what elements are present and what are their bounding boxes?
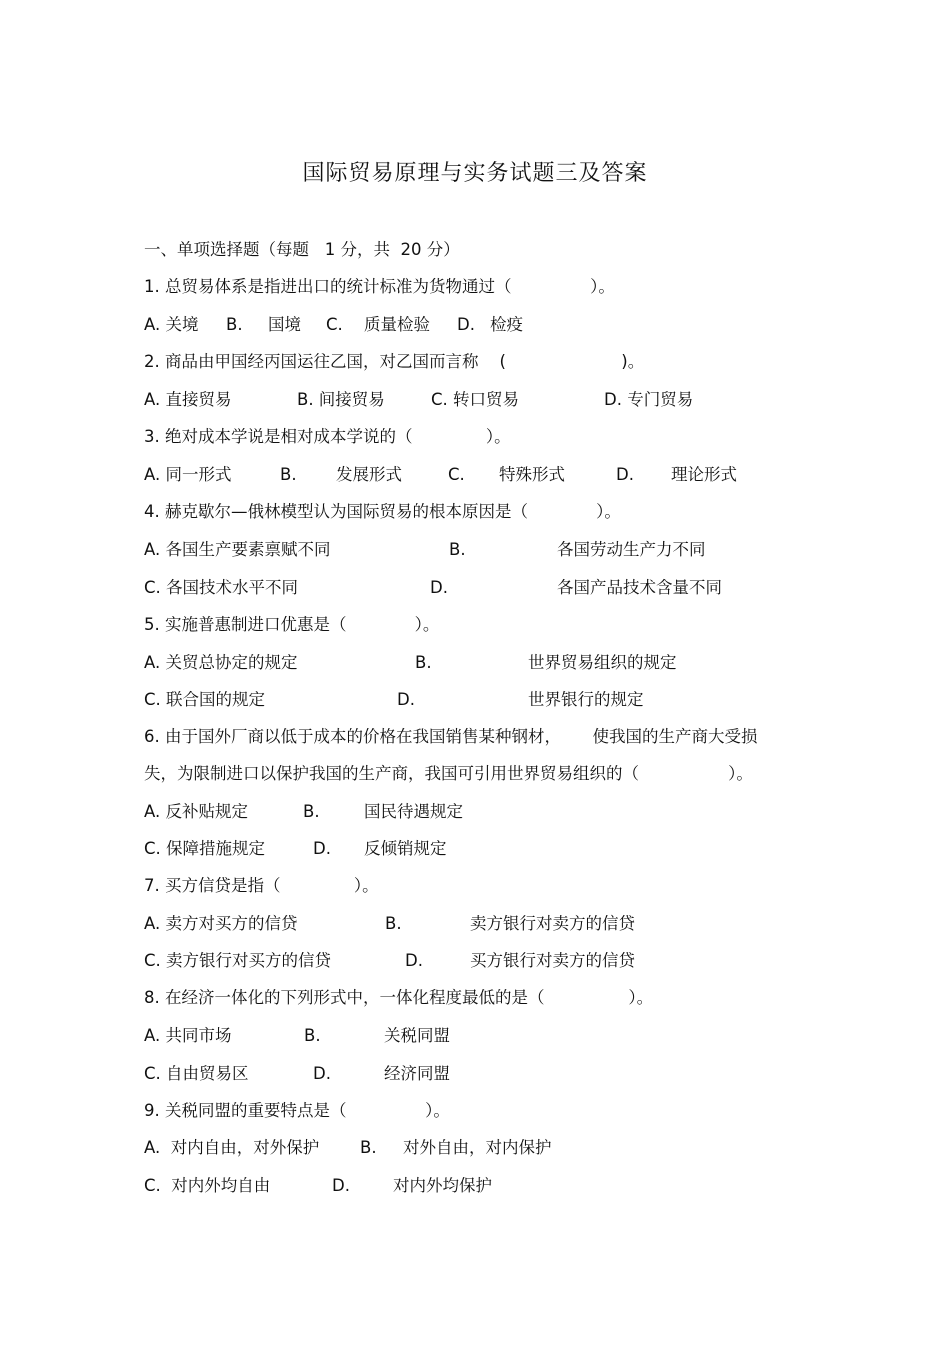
question-6-continued: 失，为限制进口以保护我国的生产商，我国可引用世界贸易组织的（ ）。 xyxy=(144,764,753,783)
q2-option-c: C. 转口贸易 xyxy=(431,390,520,409)
q1-option-d-letter: D. xyxy=(457,315,475,334)
q1-option-a: A. 关境 xyxy=(144,315,199,334)
q9-option-a: A. 对内自由，对外保护 xyxy=(144,1138,320,1157)
section-heading: 一、单项选择题（每题 1 分，共 20 分） xyxy=(144,240,460,259)
q1-option-d: 检疫 xyxy=(490,315,523,334)
q4-option-a: A. 各国生产要素禀赋不同 xyxy=(144,540,331,559)
question-2: 2. 商品由甲国经丙国运往乙国，对乙国而言称 ( )。 xyxy=(144,352,645,371)
question-7: 7. 买方信贷是指（ ）。 xyxy=(144,876,379,895)
q7-option-d-letter: D. xyxy=(405,951,423,970)
q9-option-b: 对外自由，对内保护 xyxy=(403,1138,552,1157)
q4-option-c: C. 各国技术水平不同 xyxy=(144,578,299,597)
question-4: 4. 赫克歇尔—俄林模型认为国际贸易的根本原因是（ ）。 xyxy=(144,502,621,521)
question-8: 8. 在经济一体化的下列形式中，一体化程度最低的是（ ）。 xyxy=(144,988,654,1007)
q5-option-b: 世界贸易组织的规定 xyxy=(528,653,677,672)
q6-option-c: C. 保障措施规定 xyxy=(144,839,266,858)
q2-option-a: A. 直接贸易 xyxy=(144,390,232,409)
q7-option-d: 买方银行对卖方的信贷 xyxy=(470,951,635,970)
q5-option-b-letter: B. xyxy=(415,653,432,672)
page-title: 国际贸易原理与实务试题三及答案 xyxy=(302,161,648,186)
q7-option-b: 卖方银行对卖方的信贷 xyxy=(470,914,635,933)
q7-option-a: A. 卖方对买方的信贷 xyxy=(144,914,298,933)
q8-option-b: 关税同盟 xyxy=(384,1026,450,1045)
q8-option-d: 经济同盟 xyxy=(384,1064,450,1083)
question-9: 9. 关税同盟的重要特点是（ ）。 xyxy=(144,1101,450,1120)
q5-option-d: 世界银行的规定 xyxy=(528,690,644,709)
q6-option-b-letter: B. xyxy=(303,802,320,821)
q3-option-c: 特殊形式 xyxy=(499,465,565,484)
q8-option-b-letter: B. xyxy=(304,1026,321,1045)
q2-option-d: D. 专门贸易 xyxy=(604,390,694,409)
q1-option-c-letter: C. xyxy=(326,315,343,334)
q7-option-c: C. 卖方银行对买方的信贷 xyxy=(144,951,332,970)
q1-option-b-letter: B. xyxy=(226,315,243,334)
q7-option-b-letter: B. xyxy=(385,914,402,933)
question-6: 6. 由于国外厂商以低于成本的价格在我国销售某种钢材， 使我国的生产商大受损 xyxy=(144,727,758,746)
q9-option-d-letter: D. xyxy=(332,1176,350,1195)
q6-option-b: 国民待遇规定 xyxy=(364,802,463,821)
q5-option-c: C. 联合国的规定 xyxy=(144,690,266,709)
q3-option-d: 理论形式 xyxy=(671,465,737,484)
q1-option-c: 质量检验 xyxy=(364,315,430,334)
q9-option-b-letter: B. xyxy=(360,1138,377,1157)
q5-option-d-letter: D. xyxy=(397,690,415,709)
q4-option-d-letter: D. xyxy=(430,578,448,597)
question-3: 3. 绝对成本学说是相对成本学说的（ ）。 xyxy=(144,427,511,446)
q3-option-b: 发展形式 xyxy=(336,465,402,484)
q3-option-c-letter: C. xyxy=(448,465,465,484)
q5-option-a: A. 关贸总协定的规定 xyxy=(144,653,298,672)
q8-option-c: C. 自由贸易区 xyxy=(144,1064,249,1083)
q4-option-b: 各国劳动生产力不同 xyxy=(557,540,706,559)
q9-option-d: 对内外均保护 xyxy=(393,1176,492,1195)
q3-option-b-letter: B. xyxy=(280,465,297,484)
question-1: 1. 总贸易体系是指进出口的统计标准为货物通过（ ）。 xyxy=(144,277,615,296)
q1-option-b: 国境 xyxy=(268,315,301,334)
q4-option-d: 各国产品技术含量不同 xyxy=(557,578,722,597)
q6-option-d: 反倾销规定 xyxy=(364,839,447,858)
q4-option-b-letter: B. xyxy=(449,540,466,559)
q8-option-d-letter: D. xyxy=(313,1064,331,1083)
q6-option-d-letter: D. xyxy=(313,839,331,858)
question-5: 5. 实施普惠制进口优惠是（ ）。 xyxy=(144,615,440,634)
q8-option-a: A. 共同市场 xyxy=(144,1026,232,1045)
q6-option-a: A. 反补贴规定 xyxy=(144,802,248,821)
q9-option-c: C. 对内外均自由 xyxy=(144,1176,271,1195)
q3-option-a: A. 同一形式 xyxy=(144,465,232,484)
q2-option-b: B. 间接贸易 xyxy=(297,390,385,409)
q3-option-d-letter: D. xyxy=(616,465,634,484)
